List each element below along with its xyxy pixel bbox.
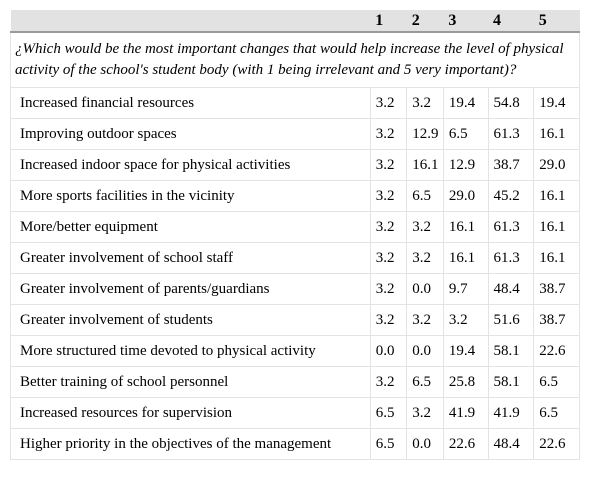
table-row <box>11 367 580 398</box>
row-value-3: 16.1 <box>443 243 488 274</box>
row-value-3: 6.5 <box>443 119 488 150</box>
row-value-2: 6.5 <box>407 367 444 398</box>
row-label: More sports facilities in the vicinity <box>11 181 371 212</box>
row-label: Greater involvement of parents/guardians <box>11 274 371 305</box>
row-label: Increased resources for supervision <box>11 398 371 429</box>
row-value-4: 41.9 <box>488 398 534 429</box>
survey-table <box>10 10 580 460</box>
row-value-4: 58.1 <box>488 336 534 367</box>
row-value-2: 12.9 <box>407 119 444 150</box>
row-value-4: 48.4 <box>488 274 534 305</box>
row-label: Higher priority in the objectives of the management <box>11 429 371 460</box>
row-value-2: 3.2 <box>407 88 444 119</box>
row-value-4: 48.4 <box>488 429 534 460</box>
header-cell-3: 3 <box>443 10 488 32</box>
row-value-1: 3.2 <box>370 119 407 150</box>
row-value-2: 3.2 <box>407 212 444 243</box>
survey-table-container <box>10 10 580 460</box>
header-cell-label <box>11 10 371 32</box>
row-value-4: 54.8 <box>488 88 534 119</box>
row-value-4: 58.1 <box>488 367 534 398</box>
row-value-4: 61.3 <box>488 119 534 150</box>
row-value-3: 41.9 <box>443 398 488 429</box>
table-row <box>11 274 580 305</box>
table-header-row <box>11 10 580 32</box>
row-value-3: 29.0 <box>443 181 488 212</box>
row-value-4: 61.3 <box>488 212 534 243</box>
row-value-4: 61.3 <box>488 243 534 274</box>
row-value-1: 3.2 <box>370 88 407 119</box>
row-value-3: 25.8 <box>443 367 488 398</box>
row-value-1: 3.2 <box>370 150 407 181</box>
table-row <box>11 243 580 274</box>
table-row <box>11 150 580 181</box>
table-row <box>11 336 580 367</box>
row-value-1: 3.2 <box>370 181 407 212</box>
row-label: Better training of school personnel <box>11 367 371 398</box>
table-row <box>11 88 580 119</box>
row-value-5: 38.7 <box>534 274 580 305</box>
row-value-1: 6.5 <box>370 429 407 460</box>
row-value-2: 3.2 <box>407 243 444 274</box>
row-value-1: 6.5 <box>370 398 407 429</box>
row-value-5: 38.7 <box>534 305 580 336</box>
row-value-4: 51.6 <box>488 305 534 336</box>
row-value-5: 16.1 <box>534 181 580 212</box>
row-value-2: 0.0 <box>407 336 444 367</box>
row-value-3: 12.9 <box>443 150 488 181</box>
row-value-2: 3.2 <box>407 398 444 429</box>
row-value-3: 22.6 <box>443 429 488 460</box>
row-value-3: 3.2 <box>443 305 488 336</box>
row-value-3: 16.1 <box>443 212 488 243</box>
row-value-5: 16.1 <box>534 119 580 150</box>
row-value-5: 6.5 <box>534 367 580 398</box>
row-value-1: 3.2 <box>370 274 407 305</box>
table-row <box>11 398 580 429</box>
row-value-3: 9.7 <box>443 274 488 305</box>
table-row <box>11 181 580 212</box>
table-row <box>11 119 580 150</box>
row-label: Improving outdoor spaces <box>11 119 371 150</box>
row-value-3: 19.4 <box>443 336 488 367</box>
header-cell-5: 5 <box>534 10 580 32</box>
row-value-1: 0.0 <box>370 336 407 367</box>
row-label: Increased financial resources <box>11 88 371 119</box>
row-value-2: 3.2 <box>407 305 444 336</box>
row-label: Increased indoor space for physical activities <box>11 150 371 181</box>
row-value-5: 22.6 <box>534 429 580 460</box>
row-value-2: 0.0 <box>407 274 444 305</box>
row-label: Greater involvement of students <box>11 305 371 336</box>
table-row <box>11 305 580 336</box>
row-value-1: 3.2 <box>370 367 407 398</box>
header-cell-2: 2 <box>407 10 444 32</box>
row-value-1: 3.2 <box>370 243 407 274</box>
row-value-5: 16.1 <box>534 212 580 243</box>
row-value-5: 29.0 <box>534 150 580 181</box>
row-label: More structured time devoted to physical activity <box>11 336 371 367</box>
row-value-2: 0.0 <box>407 429 444 460</box>
table-row <box>11 212 580 243</box>
row-value-1: 3.2 <box>370 305 407 336</box>
table-row <box>11 429 580 460</box>
row-label: Greater involvement of school staff <box>11 243 371 274</box>
row-label: More/better equipment <box>11 212 371 243</box>
row-value-2: 6.5 <box>407 181 444 212</box>
table-body <box>11 32 580 460</box>
row-value-3: 19.4 <box>443 88 488 119</box>
question-row <box>11 32 580 88</box>
row-value-5: 6.5 <box>534 398 580 429</box>
question-text: ¿Which would be the most important changes that would help increase the level of physical activity of the school's student body (with 1 being irrelevant and 5 very important)? <box>11 32 580 88</box>
row-value-5: 16.1 <box>534 243 580 274</box>
row-value-4: 38.7 <box>488 150 534 181</box>
header-cell-1: 1 <box>370 10 407 32</box>
row-value-2: 16.1 <box>407 150 444 181</box>
row-value-5: 22.6 <box>534 336 580 367</box>
row-value-1: 3.2 <box>370 212 407 243</box>
row-value-5: 19.4 <box>534 88 580 119</box>
header-cell-4: 4 <box>488 10 534 32</box>
row-value-4: 45.2 <box>488 181 534 212</box>
